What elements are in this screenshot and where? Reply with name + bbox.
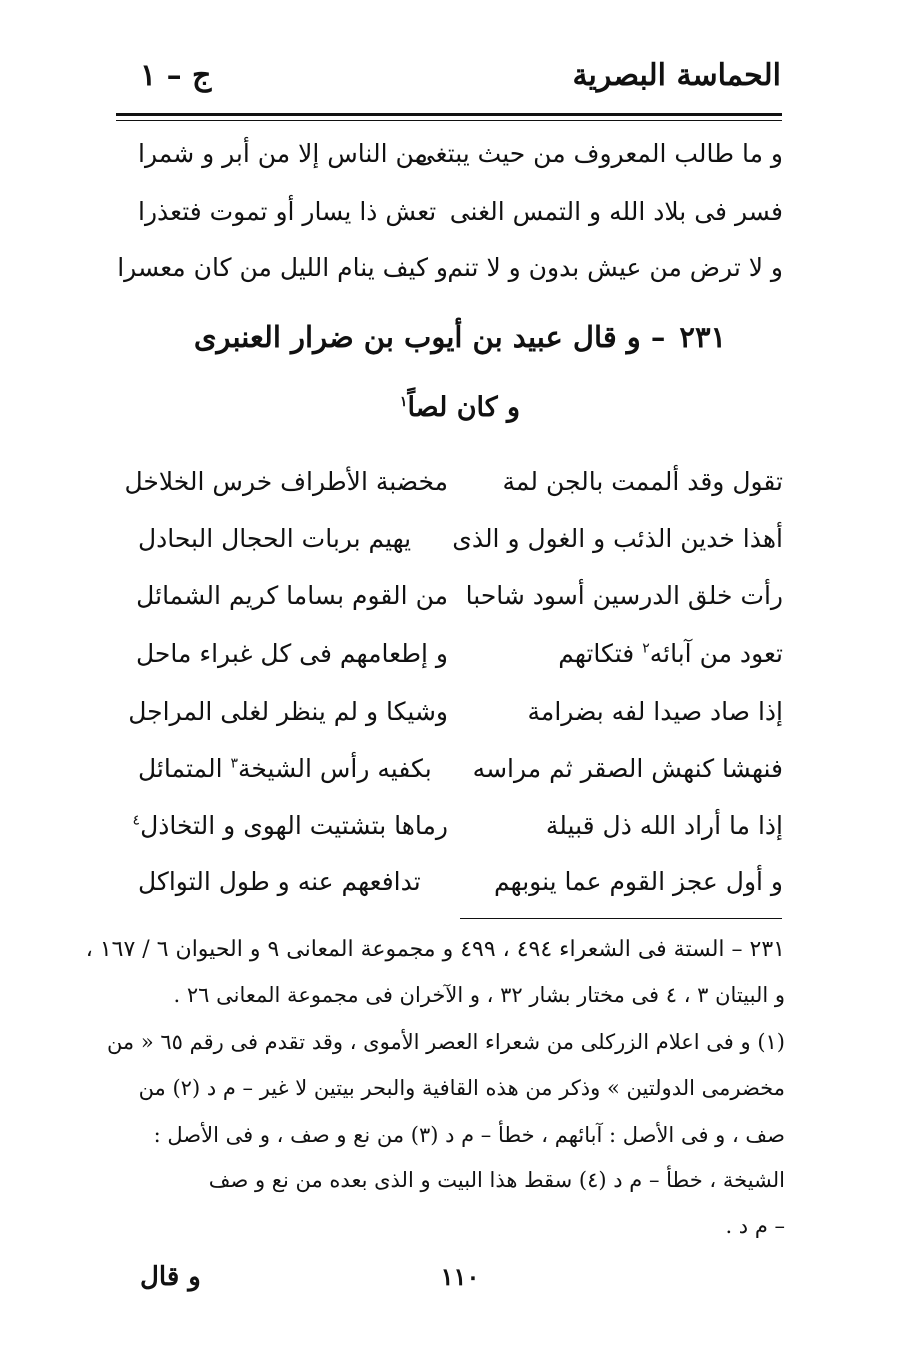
verse-first-hemistich: رأت خلق الدرسين أسود شاحبا — [465, 580, 783, 610]
verse-first-hemistich: إذا صاد صيدا لفه بضرامة — [527, 696, 783, 726]
verse-first-hemistich: و لا ترض من عيش بدون و لا تنم — [447, 252, 783, 282]
hemistich-text: المتمائل — [138, 753, 231, 783]
verse-line — [138, 130, 783, 176]
verse-second-hemistich: من الناس إلا من أبر و شمرا — [138, 138, 428, 168]
verse-line — [132, 802, 783, 848]
page-number: ١١٠ — [440, 1262, 480, 1291]
footnote-line: – م د . — [725, 1214, 785, 1238]
verse-line — [138, 858, 783, 904]
poem-heading-text: – و قال عبيد بن أيوب بن ضرار العنبرى — [193, 320, 666, 354]
verse-second-hemistich — [132, 810, 448, 840]
verse-line — [138, 572, 783, 618]
verse-first-hemistich: فسر فى بلاد الله و التمس الغنى — [449, 196, 783, 226]
footnote-line: الشيخة ، خطأ – م د (٤) سقط هذا البيت و الذى بعده من نع و صف — [208, 1168, 785, 1192]
verse-second-hemistich: و إطعامهم فى كل غبراء ماحل — [135, 638, 448, 668]
catchword: و قال — [140, 1262, 201, 1292]
verse-line — [138, 515, 783, 561]
footnote-ref: ٤ — [132, 812, 141, 829]
poem-subheading — [140, 392, 780, 423]
footnote-rule — [460, 918, 782, 919]
verse-first-hemistich: و أول عجز القوم عما ينوبهم — [494, 866, 783, 896]
verse-first-hemistich: تقول وقد ألممت بالجن لمة — [502, 466, 783, 496]
poem-heading — [140, 320, 780, 354]
hemistich-text: رماها بتشتيت الهوى و التخاذل — [140, 810, 448, 840]
verse-second-hemistich: من القوم بساما كريم الشمائل — [136, 580, 448, 610]
verse-first-hemistich: أهذا خدين الذئب و الغول و الذى — [452, 523, 783, 553]
verse-second-hemistich: يهيم بربات الحجال البحادل — [138, 523, 412, 553]
verse-line — [138, 188, 783, 234]
footnote-ref: ٣ — [230, 755, 238, 772]
hemistich-text: بكفيه رأس الشيخة — [238, 753, 432, 783]
verse-line — [124, 458, 783, 504]
poem-number: ٢٣١ — [679, 320, 727, 354]
footnote-line: (١) و فى اعلام الزركلى من شعراء العصر الأموى ، وقد تقدم فى رقم ٦٥ « من — [106, 1030, 785, 1054]
footnote-ref: ٢ — [642, 640, 650, 657]
poem-subheading-text: و كان لصاً — [407, 392, 521, 423]
verse-line — [138, 745, 783, 791]
verse-second-hemistich — [138, 754, 448, 783]
footnote-line: صف ، و فى الأصل : آبائهم ، خطأ – م د (٣) من نع و صف ، و فى الأصل : — [153, 1123, 785, 1147]
verse-second-hemistich: مخضبة الأطراف خرس الخلاخل — [124, 466, 448, 496]
verse-second-hemistich: وشيكا و لم ينظر لغلى المراجل — [128, 696, 448, 726]
footnote-line: و البيتان ٣ ، ٤ فى مختار بشار ٣٢ ، و الآخران فى مجموعة المعانى ٢٦ . — [173, 983, 785, 1007]
verse-first-hemistich: إذا ما أراد الله ذل قبيلة — [545, 810, 783, 840]
verse-first-hemistich: فنهشا كنهش الصقر ثم مراسه — [472, 753, 783, 783]
hemistich-text: تعود من آبائه — [649, 638, 783, 668]
verse-line — [117, 244, 783, 290]
verse-second-hemistich: و كيف ينام الليل من كان معسرا — [117, 252, 448, 282]
verse-first-hemistich: و ما طالب المعروف من حيث يبتغى — [414, 138, 783, 168]
running-title: الحماسة البصرية — [572, 58, 781, 93]
verse-line — [135, 630, 783, 676]
footnote-line: مخضرمى الدولتين » وذكر من هذه القافية والبحر بيتين لا غير – م د (٢) من — [138, 1076, 785, 1100]
footnote-line: ٢٣١ – الستة فى الشعراء ٤٩٤ ، ٤٩٩ و مجموعة المعانى ٩ و الحيوان ٦ / ١٦٧ ، — [85, 937, 785, 962]
verse-second-hemistich: تدافعهم عنه و طول التواكل — [138, 866, 421, 896]
hemistich-text: فتكاتهم — [558, 638, 643, 668]
header-rule-thin — [116, 120, 782, 121]
volume-marker: ج – ١ — [140, 58, 212, 93]
footnote-ref: ١ — [399, 394, 408, 410]
verse-line — [128, 688, 783, 734]
header-rule-thick — [116, 113, 782, 116]
verse-second-hemistich: تعش ذا يسار أو تموت فتعذرا — [138, 196, 437, 226]
verse-first-hemistich — [473, 639, 783, 668]
